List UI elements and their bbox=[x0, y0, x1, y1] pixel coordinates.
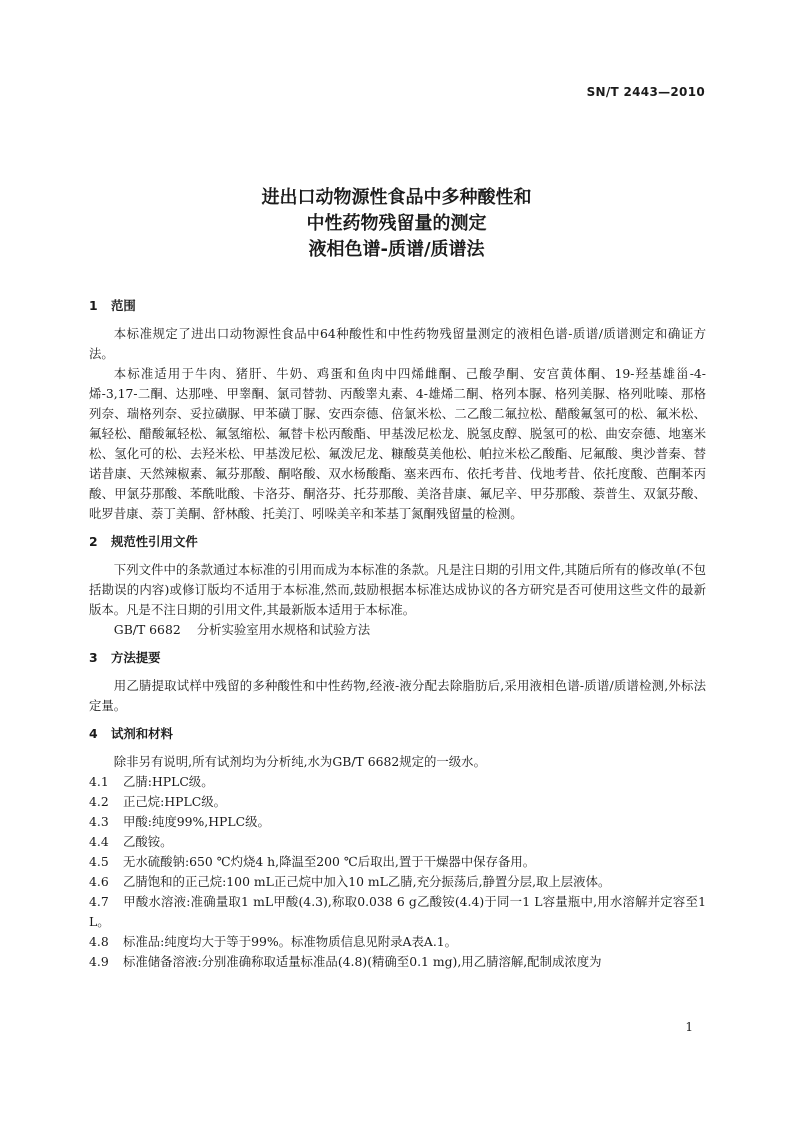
item-text: 甲酸:纯度99%,HPLC级。 bbox=[123, 814, 270, 829]
title-line-2: 中性药物残留量的测定 bbox=[306, 213, 487, 234]
item-text: 乙酸铵。 bbox=[123, 834, 173, 849]
reagent-item bbox=[89, 952, 706, 972]
item-number: 4.5 bbox=[89, 854, 109, 869]
item-number: 4.2 bbox=[89, 794, 109, 809]
reagent-item bbox=[89, 772, 706, 792]
section-number: 2 bbox=[89, 534, 98, 549]
paragraph: 本标准规定了进出口动物源性食品中64种酸性和中性药物残留量测定的液相色谱-质谱/质谱测定和确证方法。 bbox=[89, 326, 706, 361]
section-reagents bbox=[89, 724, 706, 972]
section-heading bbox=[89, 648, 706, 668]
reagent-item bbox=[89, 852, 706, 872]
section-heading bbox=[89, 296, 706, 316]
reference-title: 分析实验室用水规格和试验方法 bbox=[196, 622, 371, 637]
item-number: 4.7 bbox=[89, 894, 109, 909]
section-number: 1 bbox=[89, 298, 98, 313]
section-heading bbox=[89, 532, 706, 552]
document-title bbox=[0, 185, 793, 263]
paragraph: 除非另有说明,所有试剂均为分析纯,水为GB/T 6682规定的一级水。 bbox=[113, 754, 486, 769]
title-line-1: 进出口动物源性食品中多种酸性和 bbox=[261, 187, 532, 208]
reference-code: GB/T 6682 bbox=[113, 622, 181, 637]
item-number: 4.3 bbox=[89, 814, 109, 829]
item-text: 标准品:纯度均大于等于99%。标准物质信息见附录A表A.1。 bbox=[123, 934, 458, 949]
reagent-item bbox=[89, 792, 706, 812]
page-number: 1 bbox=[685, 1020, 693, 1034]
title-line-3: 液相色谱-质谱/质谱法 bbox=[308, 239, 485, 260]
section-heading bbox=[89, 724, 706, 744]
document-body bbox=[89, 296, 706, 980]
item-text: 标准储备溶液:分别准确称取适量标准品(4.8)(精确至0.1 mg),用乙腈溶解,配制成浓度为 bbox=[123, 954, 602, 969]
item-text: 正己烷:HPLC级。 bbox=[123, 794, 226, 809]
section-scope bbox=[89, 296, 706, 524]
section-title: 试剂和材料 bbox=[111, 726, 173, 741]
item-text: 甲酸水溶液:准确量取1 mL甲酸(4.3),称取0.038 6 g乙酸铵(4.4)于同一1 L容量瓶中,用水溶解并定容至1 L。 bbox=[89, 894, 706, 929]
section-number: 3 bbox=[89, 650, 98, 665]
item-text: 无水硫酸钠:650 ℃灼烧4 h,降温至200 ℃后取出,置于干燥器中保存备用。 bbox=[123, 854, 536, 869]
item-number: 4.6 bbox=[89, 874, 109, 889]
section-title: 方法提要 bbox=[111, 650, 161, 665]
section-title: 范围 bbox=[111, 298, 136, 313]
item-text: 乙腈饱和的正己烷:100 mL正己烷中加入10 mL乙腈,充分振荡后,静置分层,取上层液体。 bbox=[123, 874, 611, 889]
item-text: 乙腈:HPLC级。 bbox=[123, 774, 214, 789]
item-number: 4.4 bbox=[89, 834, 109, 849]
reference-entry bbox=[89, 620, 706, 640]
section-title: 规范性引用文件 bbox=[111, 534, 198, 549]
reagent-item bbox=[89, 932, 706, 952]
reagent-item bbox=[89, 892, 706, 932]
item-number: 4.9 bbox=[89, 954, 109, 969]
paragraph: 用乙腈提取试样中残留的多种酸性和中性药物,经液-液分配去除脂肪后,采用液相色谱-质谱/质谱检测,外标法定量。 bbox=[89, 678, 706, 713]
reagent-item bbox=[89, 872, 706, 892]
paragraph: 下列文件中的条款通过本标准的引用而成为本标准的条款。凡是注日期的引用文件,其随后所有的修改单(不包括勘误的内容)或修订版均不适用于本标准,然而,鼓励根据本标准达成协议的各方研究是否可使用这些文件的最新版本。凡是不注日期的引用文件,其最新版本适用于本标准。 bbox=[89, 562, 706, 617]
standard-code: SN/T 2443—2010 bbox=[586, 85, 705, 99]
section-method-summary bbox=[89, 648, 706, 716]
item-number: 4.1 bbox=[89, 774, 109, 789]
reagent-item bbox=[89, 832, 706, 852]
reagent-item bbox=[89, 812, 706, 832]
section-number: 4 bbox=[89, 726, 98, 741]
item-number: 4.8 bbox=[89, 934, 109, 949]
section-normative-references bbox=[89, 532, 706, 640]
paragraph: 本标准适用于牛肉、猪肝、牛奶、鸡蛋和鱼肉中四烯雌酮、己酸孕酮、安宫黄体酮、19-羟基雄甾-4-烯-3,17-二酮、达那唑、甲睾酮、氯司替勃、丙酸睾丸素、4-雄烯二酮、格列本脲、格列美脲、格列吡嗪、那格列奈、瑞格列奈、妥拉磺脲、甲苯磺丁脲、安西奈德、倍氯米松、二乙酸二氟拉松、醋酸氟氢可的松、氟米松、氟轻松、醋酸氟轻松、氟氢缩松、氟替卡松丙酸酯、甲基泼尼松龙、脱氢皮醇、脱氢可的松、曲安奈德、地塞米松、氢化可的松、去羟米松、甲基泼尼松、氟泼尼龙、糠酸莫美他松、帕拉米松乙酸酯、尼氟酸、奥沙普秦、替诺昔康、天然辣椒素、氟芬那酸、酮咯酸、双水杨酸酯、塞来西布、依托考昔、伐地考昔、依托度酸、芭酮苯丙酸、甲氯芬那酸、苯酰吡酸、卡洛芬、酮洛芬、托芬那酸、美洛昔康、氟尼辛、甲芬那酸、萘普生、双氯芬酸、吡罗昔康、萘丁美酮、舒林酸、托美汀、吲哚美辛和苯基丁氮酮残留量的检测。 bbox=[89, 366, 706, 521]
